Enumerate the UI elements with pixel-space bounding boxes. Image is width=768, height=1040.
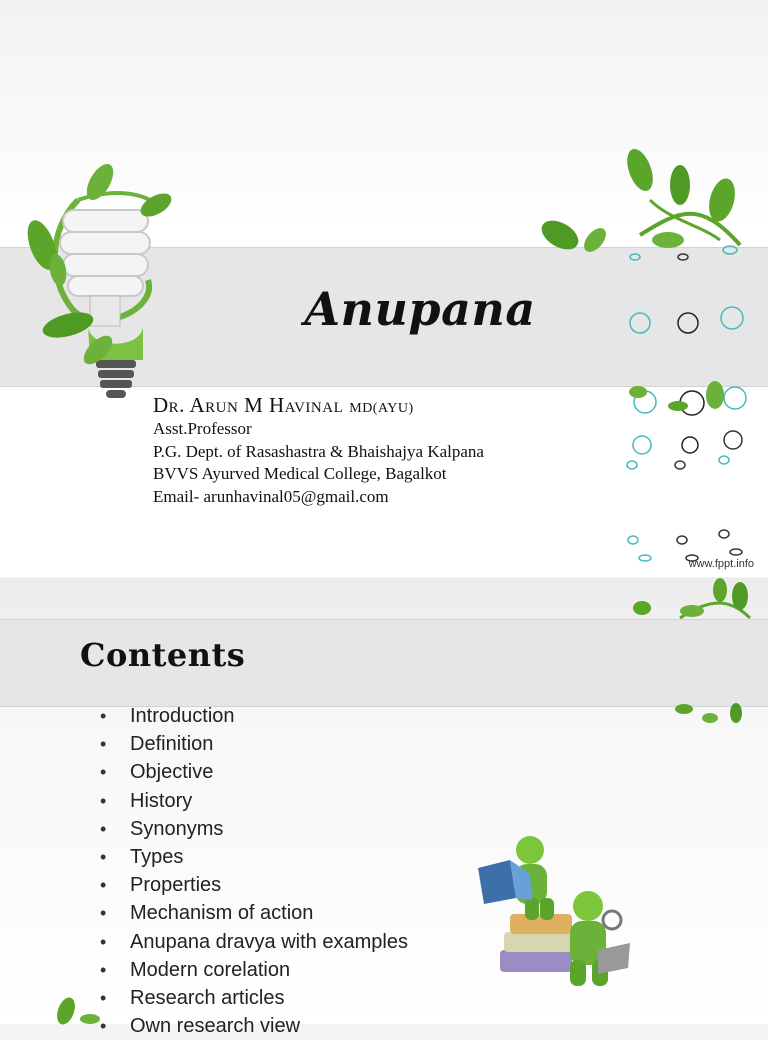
vine-leaves-graphic — [540, 140, 768, 250]
list-item: • Types — [100, 843, 408, 871]
vine-leaves-graphic — [50, 993, 110, 1024]
author-email: Email- arunhavinal05@gmail.com — [153, 486, 389, 506]
author-department: P.G. Dept. of Rasashastra & Bhaishajya Kalpana — [153, 441, 484, 461]
list-item: • History — [100, 787, 408, 815]
vine-leaves-graphic — [620, 578, 768, 728]
list-item: • Introduction — [100, 702, 408, 730]
author-degree: MD(AYU) — [349, 401, 414, 416]
contents-list — [100, 702, 408, 1040]
list-item: • Own research view — [100, 1012, 408, 1040]
list-item: • Definition — [100, 730, 408, 758]
list-item: • Objective — [100, 758, 408, 786]
author-college: BVVS Ayurved Medical College, Bagalkot — [153, 464, 447, 483]
list-item: • Properties — [100, 871, 408, 899]
watermark: www.fppt.info — [688, 558, 754, 570]
list-item: • Modern corelation — [100, 956, 408, 984]
author-name: Dr. Arun M Havinal — [153, 393, 344, 417]
author-name-line — [153, 393, 484, 418]
list-item: • Mechanism of action — [100, 899, 408, 927]
list-item: • Research articles — [100, 984, 408, 1012]
bubbles-graphic — [620, 240, 760, 570]
presentation-title: Anupana — [304, 282, 536, 336]
list-item: • Synonyms — [100, 815, 408, 843]
contents-slide — [0, 578, 768, 1038]
list-item: • Anupana dravya with examples — [100, 928, 408, 956]
lightbulb-leaf-graphic — [18, 160, 178, 405]
author-designation: Asst.Professor — [153, 419, 252, 438]
contents-title: Contents — [80, 636, 246, 674]
author-block — [153, 393, 484, 508]
reading-figures-graphic — [470, 828, 645, 998]
